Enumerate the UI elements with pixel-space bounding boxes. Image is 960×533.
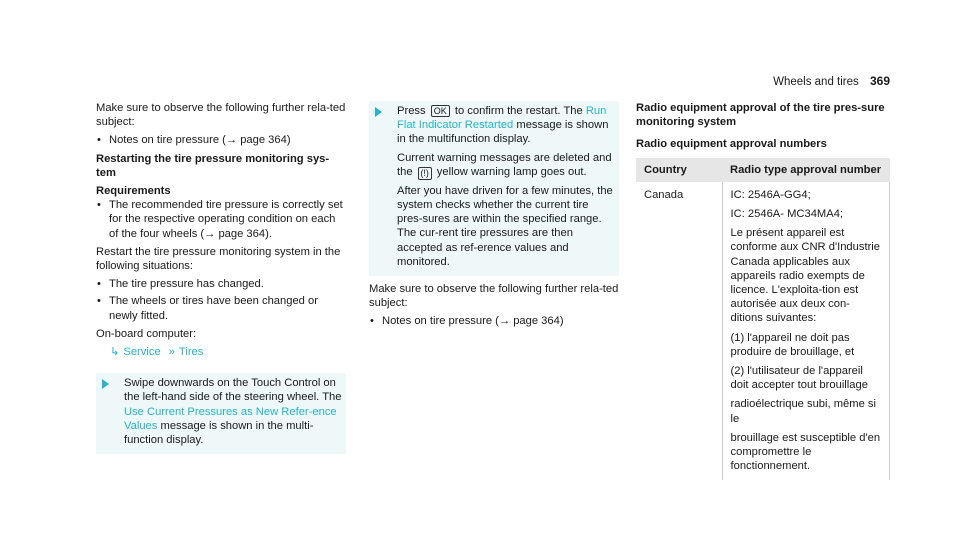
requirements-item: • The recommended tire pressure is correctly set for the respective operating condition on each of the four wheels (→ page 364).	[96, 198, 346, 241]
table-header-row	[636, 158, 890, 182]
table-row	[636, 182, 890, 481]
step-arrow-icon	[102, 379, 109, 389]
approval-entry: IC: 2546A- MC34MA4;	[730, 208, 844, 221]
instruction-step	[369, 101, 619, 276]
table-cell-approval	[722, 182, 890, 481]
situation-item: • The tire pressure has changed.	[96, 277, 346, 291]
step-note-pre: Current warning messages are deleted and the	[397, 151, 612, 178]
table-header-approval: Radio type approval number	[722, 158, 890, 182]
intro-text: Make sure to observe the following further rela-ted subject:	[96, 102, 346, 129]
step-text-post: message is shown in the multifunction display.	[397, 119, 609, 146]
step-text-mid: to confirm the restart. The	[454, 105, 583, 117]
approval-entry: (2) l'utilisateur de l'appareil doit accepter tout brouillage	[730, 365, 868, 392]
step-text-pre: Press	[397, 105, 426, 117]
step-text-pre: Swipe downwards on the Touch Control on the left-hand side of the steering wheel. The	[124, 377, 342, 404]
approval-entry: brouillage est susceptible d'en compromettre le fonctionnement.	[730, 431, 881, 473]
requirements-heading: Requirements	[96, 185, 171, 198]
ok-key-icon: OK	[431, 105, 450, 117]
column-right	[636, 101, 890, 480]
subject-text: Make sure to observe the following further rela-ted subject:	[369, 283, 619, 310]
menu-arrow-icon: ↳	[110, 346, 120, 359]
step-arrow-icon	[375, 107, 382, 117]
step-text-post: message is shown in the multi-function display.	[124, 419, 314, 447]
column-middle	[369, 101, 619, 333]
menu-path-service[interactable]: Service	[123, 346, 161, 359]
display-message: Use Current Pressures as New Refer-ence Values	[124, 405, 337, 432]
approval-table	[636, 158, 890, 481]
radio-heading: Radio equipment approval of the tire pres-sure monitoring system	[636, 102, 885, 129]
section-title: Wheels and tires	[773, 76, 859, 88]
subject-list	[369, 314, 619, 328]
radio-subheading: Radio equipment approval numbers	[636, 138, 827, 151]
intro-list	[96, 133, 346, 147]
menu-separator-icon: »	[168, 346, 175, 359]
onboard-label: On-board computer:	[96, 327, 197, 340]
step-detail: After you have driven for a few minutes, the system checks whether the current tire pres-sures are within the specified range. The cur-rent tire pressures are then accepted as ref-erence values and monitored.	[397, 184, 613, 268]
requirements-list	[96, 198, 346, 241]
instruction-step	[96, 373, 346, 454]
column-left	[96, 101, 346, 460]
section-heading: Restarting the tire pressure monitoring sys-tem	[96, 152, 330, 179]
intro-list-item[interactable]: • Notes on tire pressure (→ page 364)	[96, 133, 346, 147]
page-number: 369	[869, 74, 890, 88]
situations-list	[96, 277, 346, 323]
situation-item: • The wheels or tires have been changed or newly fitted.	[96, 294, 346, 322]
page-header	[773, 74, 890, 89]
approval-entry: Le présent appareil est conforme aux CNR d'Industrie Canada applicables aux appareils radio exempts de licence. L'exploita-tion est autorisée aux deux con-ditions suivantes:	[730, 227, 881, 325]
warning-lamp-icon: (!)	[418, 167, 432, 180]
menu-path	[110, 345, 346, 359]
table-header-country: Country	[636, 158, 722, 182]
approval-entry: (1) l'appareil ne doit pas produire de brouillage, et	[730, 331, 855, 358]
approval-entry: radioélectrique subi, même si le	[730, 398, 877, 425]
step-text	[124, 376, 342, 447]
menu-path-tires[interactable]: Tires	[178, 346, 204, 359]
table-cell-country: Canada	[644, 188, 684, 201]
step-text	[397, 104, 615, 147]
step-note	[397, 151, 615, 180]
subject-list-item[interactable]: • Notes on tire pressure (→ page 364)	[369, 314, 619, 328]
restart-text: Restart the tire pressure monitoring system in the following situations:	[96, 245, 341, 273]
step-note-post: yellow warning lamp goes out.	[436, 165, 587, 178]
approval-entry: IC: 2546A-GG4;	[730, 188, 811, 201]
display-message: Run Flat Indicator Restarted	[397, 105, 607, 132]
